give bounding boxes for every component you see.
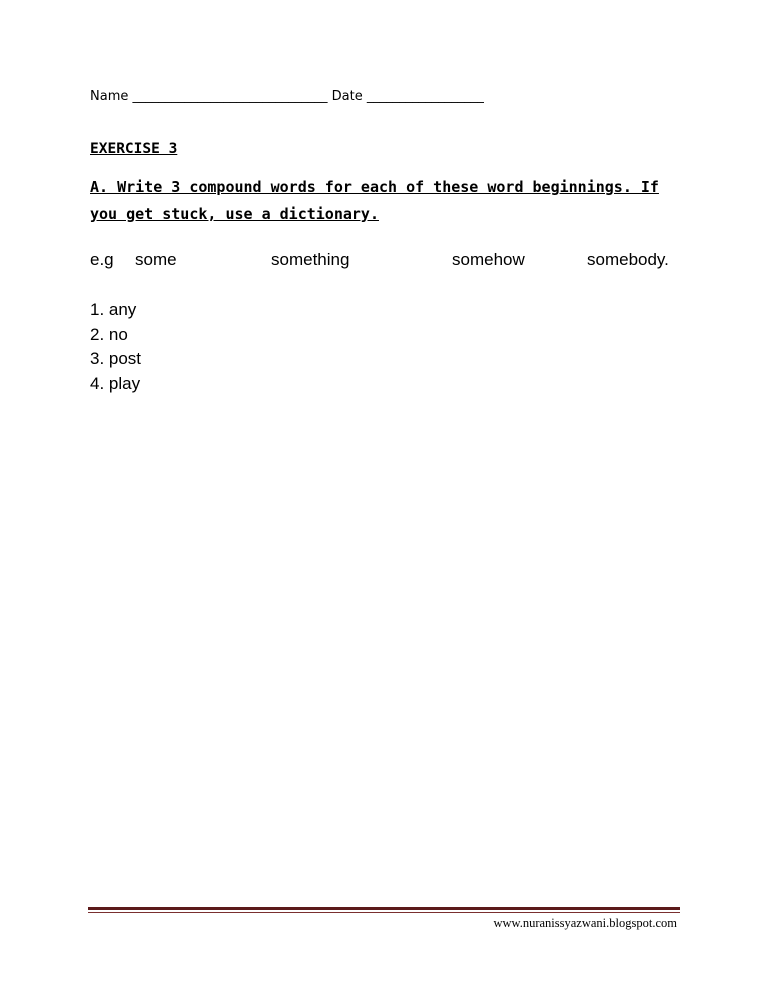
word-beginnings-list bbox=[90, 298, 141, 396]
instruction-text bbox=[90, 174, 680, 228]
footer-divider-thick bbox=[88, 907, 680, 910]
exercise-title: EXERCISE 3 bbox=[90, 141, 178, 157]
example-root-word: some bbox=[135, 250, 177, 269]
instruction-line-1: A. Write 3 compound words for each of these word beginnings. If bbox=[90, 178, 659, 196]
list-item: 1. any bbox=[90, 300, 137, 319]
footer-divider-thin bbox=[88, 912, 680, 913]
list-item: 3. post bbox=[90, 349, 142, 368]
instruction-line-2: you get stuck, use a dictionary. bbox=[90, 205, 379, 223]
example-label: e.g bbox=[90, 250, 114, 269]
list-item: 2. no bbox=[90, 324, 128, 344]
footer-url: www.nuranissyazwani.blogspot.com bbox=[493, 916, 677, 930]
example-compound-1: something bbox=[271, 250, 350, 269]
example-compound-3: somebody. bbox=[587, 250, 669, 269]
list-item: 4. play bbox=[90, 373, 141, 393]
name-date-line: Name ______________________________ Date __________________ bbox=[90, 89, 484, 104]
example-compound-2: somehow bbox=[452, 250, 525, 269]
